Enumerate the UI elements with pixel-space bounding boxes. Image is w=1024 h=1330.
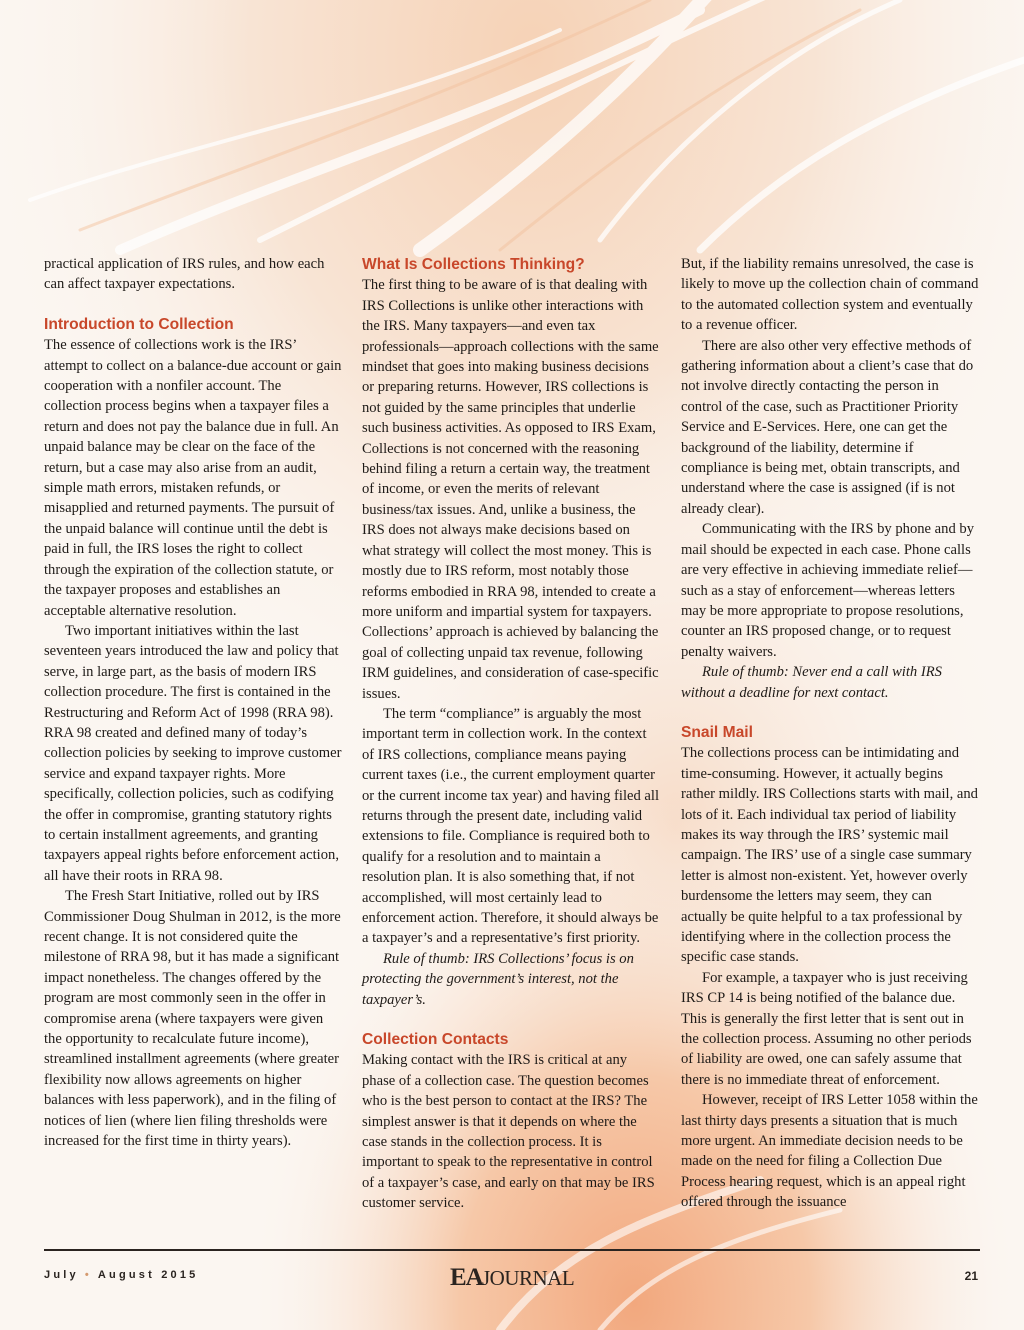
page-number: 21 (964, 1269, 978, 1283)
paragraph: The term “compliance” is arguably the most important term in collection work. In the context of IRS collections, compliance means paying current taxes (i.e., the current employment quarter or the current income tax year) and having filed all returns through the present date, including valid extensions to file. Compliance is required both to qualify for a resolution and to maintain a resolution plan. It is also something that, if not accomplished, will most certainly lead to enforcement action. Therefore, it should always be a taxpayer’s and a representative’s first priority. (362, 705, 660, 947)
paragraph: But, if the liability remains unresolved, the case is likely to move up the collection chain of command to the automated collection system and eventually to a revenue officer. (681, 256, 979, 334)
paragraph: Communicating with the IRS by phone and by mail should be expected in each case. Phone calls are very effective in achieving immediate relief—such as a stay of enforcement—whereas letters may be more appropriate to propose resolutions, counter an IRS proposed change, or to request penalty waivers. (681, 521, 974, 660)
section-heading-collection-contacts: Collection Contacts (362, 1031, 509, 1049)
section-heading-collections-thinking: What Is Collections Thinking? (362, 256, 585, 273)
paragraph: However, receipt of IRS Letter 1058 within the last thirty days presents a situation that is much more urgent. An immediate decision needs to be made on the need for filing a Collection Due Process hearing request, which is an appeal right offered through the issuance (681, 1092, 978, 1211)
column-left (44, 254, 342, 1151)
logo-ea-text: EA (450, 1264, 483, 1291)
paragraph: Making contact with the IRS is critical at any phase of a collection case. The question becomes who is the best person to contact at the IRS? The simplest answer is that it depends on where the case stands in the collection process. It is important to speak to the representative in control of a taxpayer’s case, and early on that may be IRS customer service. (362, 1052, 655, 1212)
section-heading-introduction: Introduction to Collection (44, 315, 234, 333)
issue-date (44, 1269, 199, 1281)
paragraph: There are also other very effective methods of gathering information about a client’s case that do not involve directly contacting the person in control of the case, such as Practitioner Priority Service and E-Services. Here, one can get the background of the liability, determine if compliance is being met, obtain transcripts, and understand where the case is assigned (if is not already clear). (681, 337, 974, 517)
paragraph: Two important initiatives within the last seventeen years introduced the law and policy that serve, in large part, as the basis of modern IRS collection procedure. The first is contained in the Restructuring and Reform Act of 1998 (RRA 98). RRA 98 created and defined many of today’s collection policies by seeking to improve customer service and expand taxpayer rights. More specifically, collection policies, such as codifying the offer in compromise, granting statutory rights to certain installment agreements, and granting taxpayers appeal rights before enforcement action, all have their roots in RRA 98. (44, 622, 342, 884)
ea-journal-logo (450, 1261, 576, 1291)
rule-of-thumb: Rule of thumb: Never end a call with IRS without a deadline for next contact. (681, 664, 942, 701)
column-right (681, 254, 979, 1213)
rule-of-thumb: Rule of thumb: IRS Collections’ focus is on protecting the government’s interest, not the taxpayer’s. (362, 950, 634, 1008)
paragraph: The first thing to be aware of is that dealing with IRS Collections is unlike other interactions with the IRS. Many taxpayers—and even tax professionals—approach collections with the same mindset that goes into making business decisions or preparing returns. However, IRS collections is not guided by the same principles that underlie such business activities. As opposed to IRS Exam, Collections is not concerned with the reasoning behind filing a return a certain way, the treatment of income, or even the merits of relevant business/tax issues. And, unlike a business, the IRS does not always make decisions based on what strategy will collect the most money. This is mostly due to IRS reform, most notably those reforms embodied in RRA 98, intended to create a more uniform and impartial system for taxpayers. Collections’ approach is achieved by balancing the goal of collecting unpaid tax revenue, following IRM guidelines, and consideration of case-specific issues. (362, 277, 659, 702)
paragraph: For example, a taxpayer who is just receiving IRS CP 14 is being notified of the balance due. This is generally the first letter that is sent out in the collection process. Assuming no other periods of liability are owed, one can safely assume that there is no immediate threat of enforcement. (681, 969, 972, 1088)
issue-month-july: July (44, 1269, 79, 1281)
section-heading-snail-mail: Snail Mail (681, 723, 753, 741)
logo-journal-text: JOURNAL (482, 1266, 575, 1290)
paragraph: The essence of collections work is the IRS’ attempt to collect on a balance-due account or gain cooperation with a nonfiler account. The collection process begins when a taxpayer files a return and does not pay the balance due in full. An unpaid balance may be clear on the face of the return, but a case may also arise from an audit, simple math errors, mistaken refunds, or misapplied and returned payments. The pursuit of the unpaid balance will continue until the debt is paid in full, the IRS loses the right to collect through the expiration of the collection statute, or the taxpayer proposes and establishes an acceptable alternative resolution. (44, 337, 342, 619)
article-columns (44, 254, 980, 1244)
paragraph: The collections process can be intimidating and time-consuming. However, it actually begins rather mildly. IRS Collections starts with mail, and lots of it. Each individual tax period of liability makes its way through the IRS’ systemic mail campaign. The IRS’ use of a single case summary letter is almost non-existent. Yet, however overly burdensome the letters may seem, they can actually be quite helpful to a tax professional by identifying where in the collection process the specific case stands. (681, 745, 978, 966)
paragraph: practical application of IRS rules, and how each can affect taxpayer expectations. (44, 256, 325, 293)
paragraph: The Fresh Start Initiative, rolled out by IRS Commissioner Doug Shulman in 2012, is the more recent change. It is not considered quite the milestone of RRA 98, but it has made a significant impact nonetheless. The changes offered by the program are most commonly seen in the offer in compromise arena (where taxpayers were given the opportunity to recalculate future income), streamlined installment agreements (where greater flexibility now allows agreements on higher balances with less paperwork), and in the filing of notices of lien (where lien filing thresholds were increased for the first time in thirty years). (44, 888, 341, 1150)
footer-divider (44, 1249, 980, 1251)
column-middle (362, 254, 660, 1214)
issue-separator: • (84, 1269, 92, 1281)
issue-month-august: August (97, 1269, 155, 1281)
issue-year: 2015 (161, 1269, 199, 1281)
